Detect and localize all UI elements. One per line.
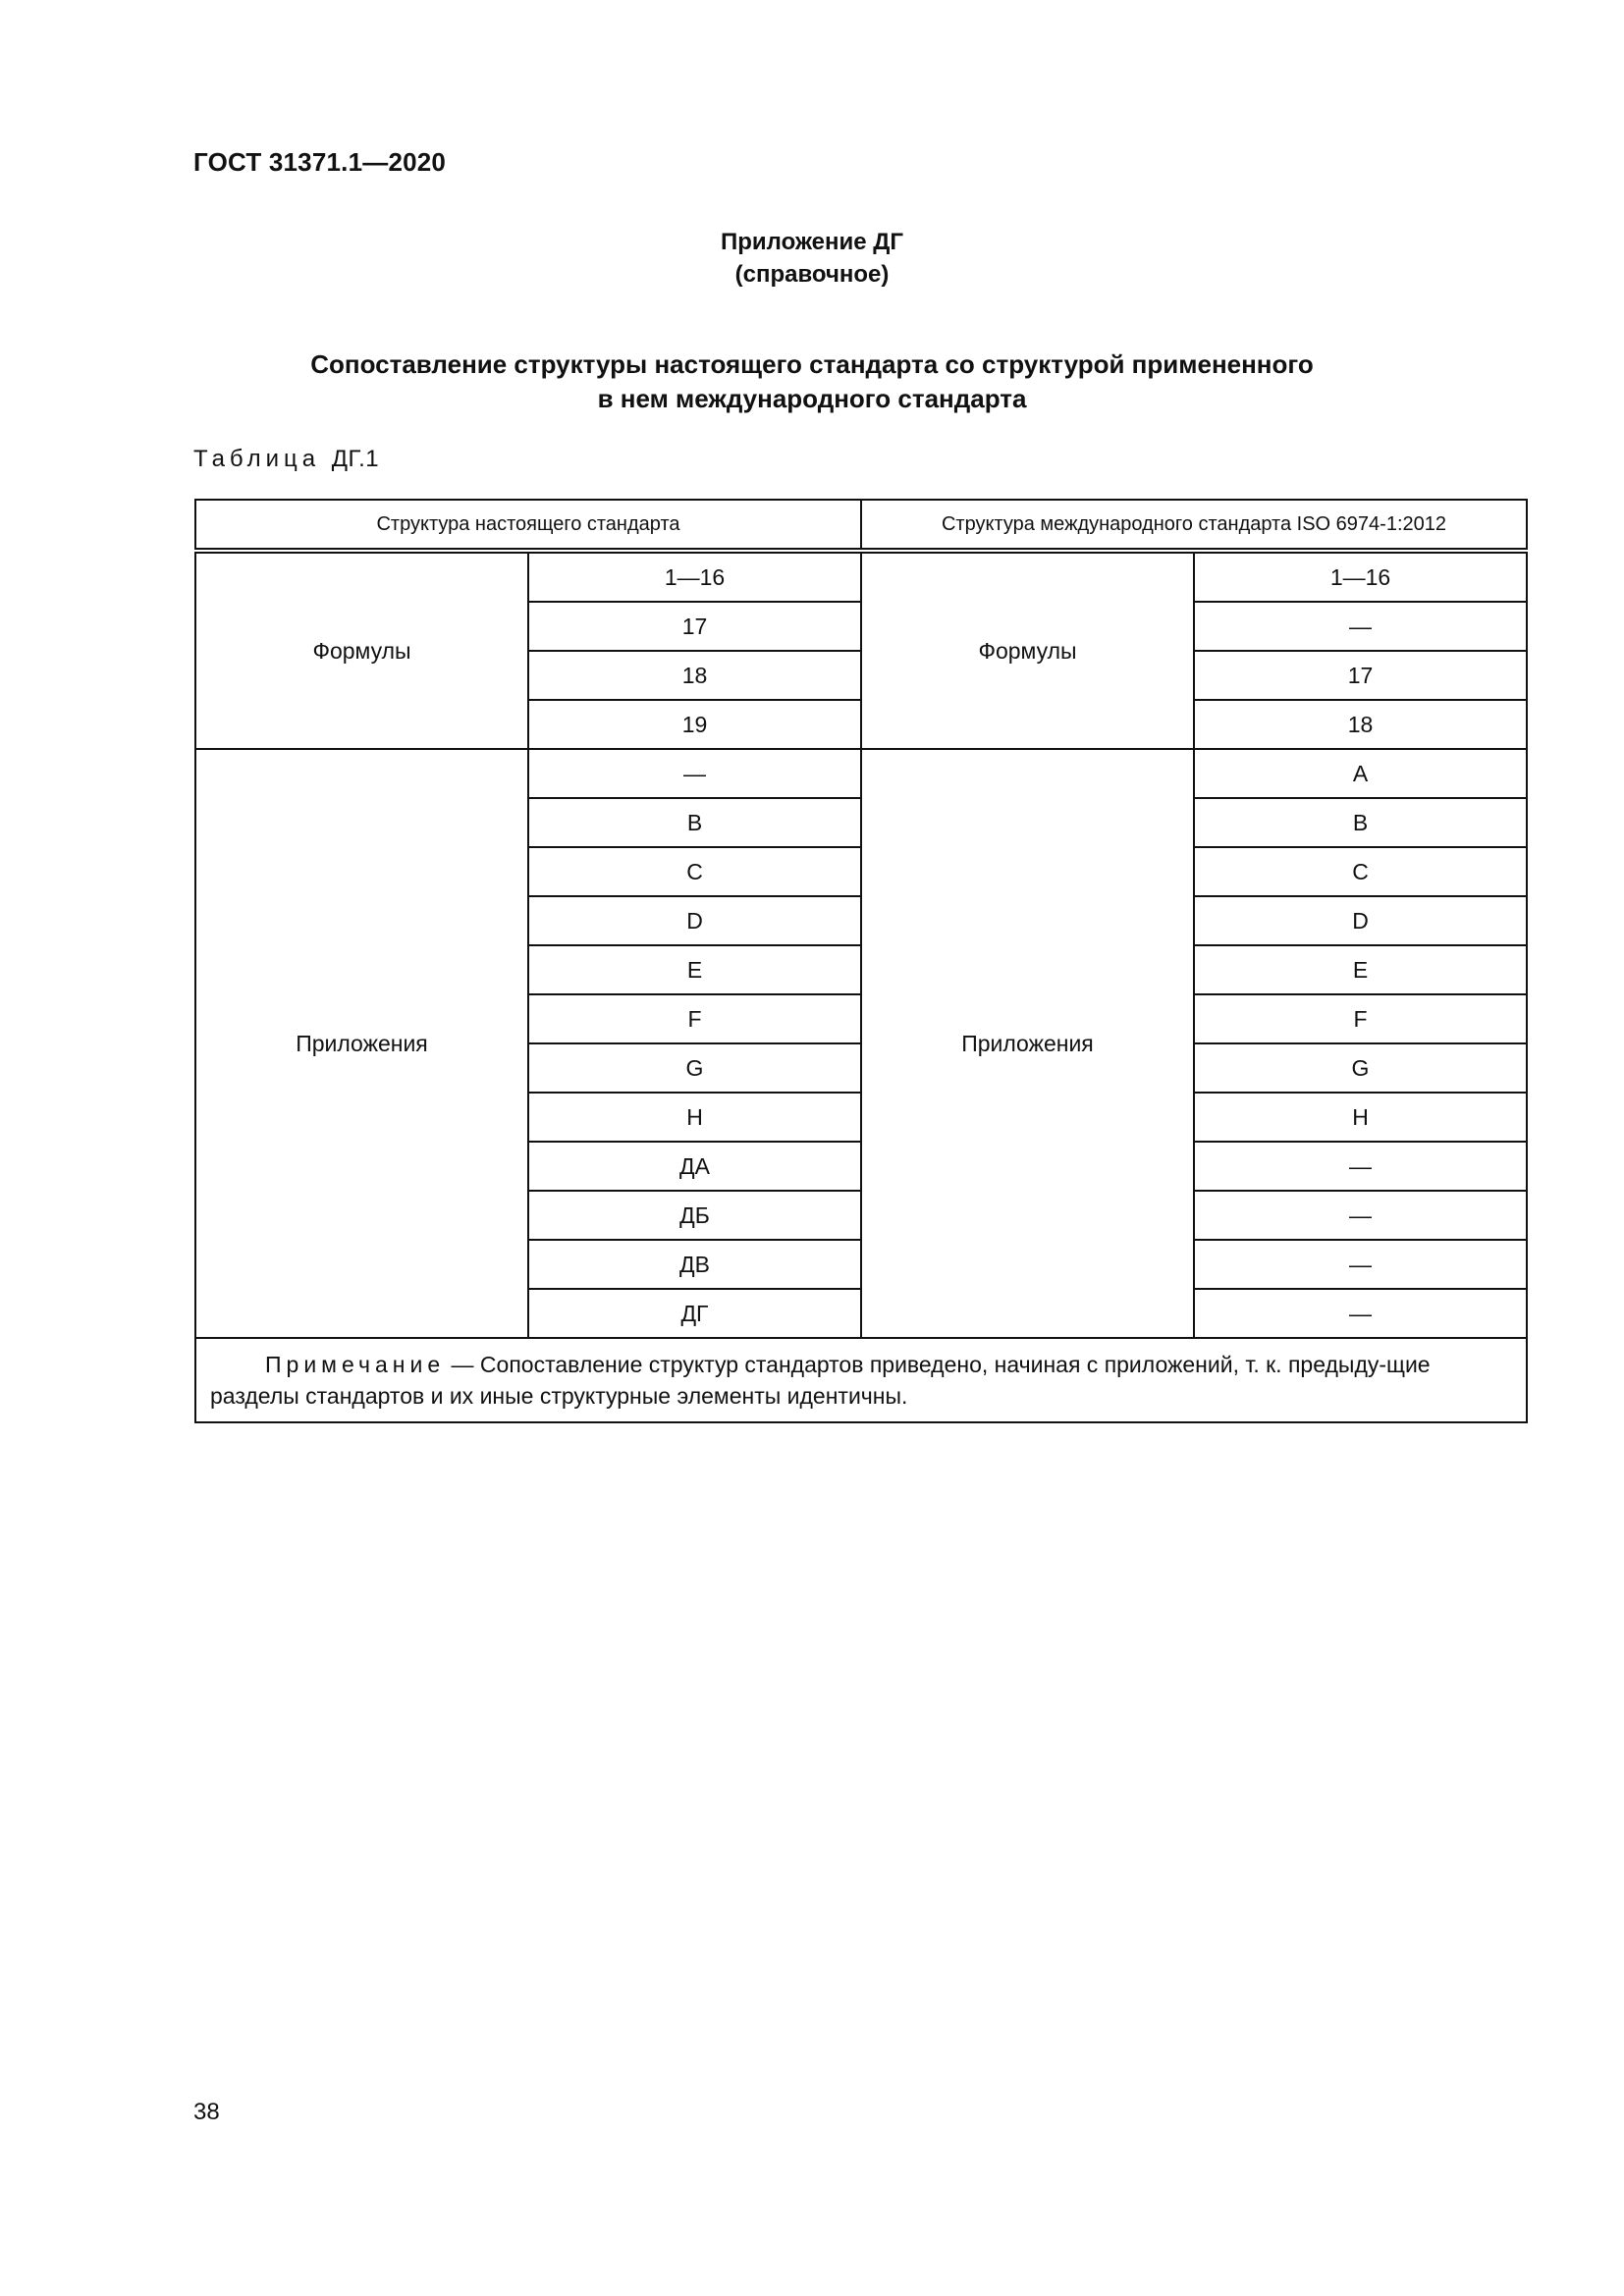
table-note-row [195, 1338, 1527, 1422]
document-header: ГОСТ 31371.1—2020 [193, 147, 447, 177]
appendix-title: Приложение ДГ [721, 229, 903, 255]
section-title-line-1: Сопоставление структуры настоящего стандарта со структурой примененного [310, 349, 1314, 379]
header-international-structure: Структура международного стандарта ISO 6974-1:2012 [861, 500, 1527, 551]
table-body [195, 551, 1527, 1422]
cell-current: 1—16 [528, 551, 861, 602]
cell-international: G [1194, 1043, 1527, 1093]
table-caption-number: ДГ.1 [331, 446, 380, 472]
appendix-type: (справочное) [734, 261, 890, 288]
table-caption [193, 446, 379, 473]
cell-international: E [1194, 945, 1527, 994]
group-label-current: Приложения [195, 749, 528, 1338]
cell-international: — [1194, 1240, 1527, 1289]
group-label-current: Формулы [195, 551, 528, 749]
page-number: 38 [193, 2099, 220, 2125]
cell-current: ДВ [528, 1240, 861, 1289]
cell-international: D [1194, 896, 1527, 945]
table-row [195, 749, 1527, 798]
cell-current: 18 [528, 651, 861, 700]
cell-international: — [1194, 1191, 1527, 1240]
note-text: — Сопоставление структур стандартов приведено, начиная с приложений, т. к. предыду-щие разделы стандартов и их иные структурные элементы идентичны. [210, 1352, 1431, 1409]
table-note [195, 1338, 1527, 1422]
cell-international: — [1194, 1289, 1527, 1338]
cell-current: ДБ [528, 1191, 861, 1240]
table-header-row [195, 500, 1527, 551]
cell-international: F [1194, 994, 1527, 1043]
cell-current: F [528, 994, 861, 1043]
cell-international: — [1194, 602, 1527, 651]
section-title-line-2: в нем международного стандарта [597, 384, 1027, 413]
cell-current: H [528, 1093, 861, 1142]
group-label-international: Формулы [861, 551, 1194, 749]
cell-international: A [1194, 749, 1527, 798]
group-label-international: Приложения [861, 749, 1194, 1338]
cell-current: C [528, 847, 861, 896]
comparison-table [194, 499, 1528, 1423]
cell-international: 18 [1194, 700, 1527, 749]
cell-international: 1—16 [1194, 551, 1527, 602]
cell-international: — [1194, 1142, 1527, 1191]
cell-current: B [528, 798, 861, 847]
table-caption-label: Таблица [193, 446, 321, 472]
cell-current: ДА [528, 1142, 861, 1191]
cell-international: H [1194, 1093, 1527, 1142]
cell-international: 17 [1194, 651, 1527, 700]
cell-current: 19 [528, 700, 861, 749]
cell-current: G [528, 1043, 861, 1093]
cell-international: C [1194, 847, 1527, 896]
appendix-heading [0, 226, 1624, 291]
cell-current: ДГ [528, 1289, 861, 1338]
cell-current: 17 [528, 602, 861, 651]
cell-current: D [528, 896, 861, 945]
section-title [0, 347, 1624, 416]
table-row [195, 551, 1527, 602]
cell-international: B [1194, 798, 1527, 847]
cell-current: — [528, 749, 861, 798]
cell-current: E [528, 945, 861, 994]
note-label: Примечание [265, 1352, 446, 1377]
header-current-structure: Структура настоящего стандарта [195, 500, 861, 551]
